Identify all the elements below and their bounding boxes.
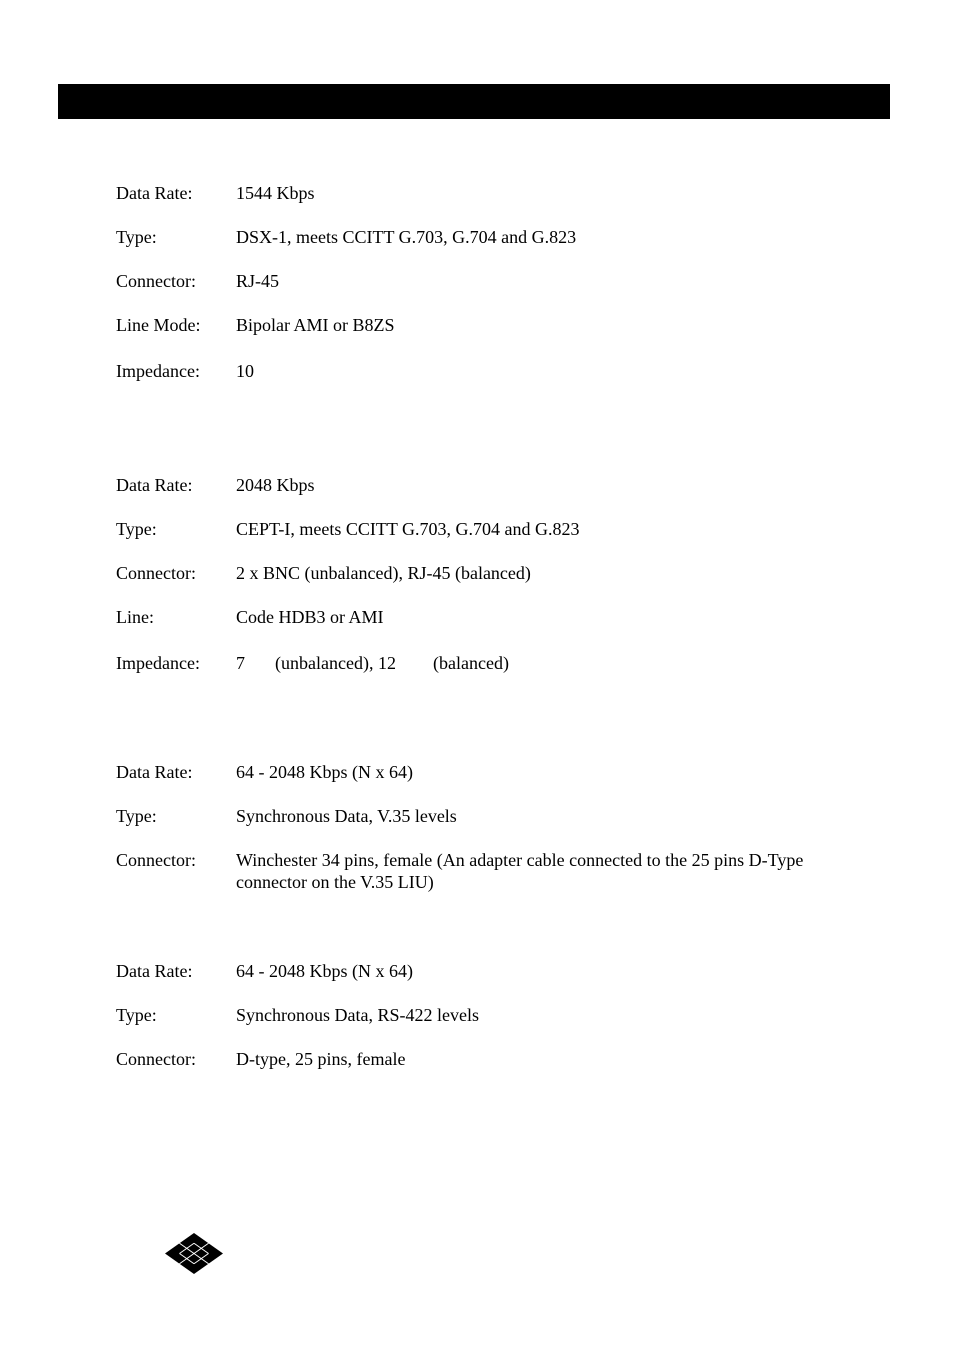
spec-value: Synchronous Data, RS-422 levels <box>236 1005 479 1025</box>
spec-label: Connector: <box>116 1049 196 1069</box>
spec-value: RJ-45 <box>236 271 280 291</box>
spec-label: Impedance: <box>116 653 200 673</box>
spec-label: Connector: <box>116 271 196 291</box>
spec-label: Connector: <box>116 850 196 870</box>
spec-label: Data Rate: <box>116 961 193 981</box>
spec-label: Data Rate: <box>116 183 193 203</box>
spec-value: Winchester 34 pins, female (An adapter cable connected to the 25 pins D-Type connector on the V.35 LIU) <box>236 850 804 892</box>
spec-value: 64 - 2048 Kbps (N x 64) <box>236 961 413 981</box>
spec-label: Line: <box>116 607 154 627</box>
header-bar <box>58 84 890 119</box>
spec-value: 1544 Kbps <box>236 183 315 203</box>
spec-value: 64 - 2048 Kbps (N x 64) <box>236 762 413 782</box>
spec-value: 2048 Kbps <box>236 475 315 495</box>
spec-value: CEPT-I, meets CCITT G.703, G.704 and G.823 <box>236 519 580 539</box>
spec-value: Bipolar AMI or B8ZS <box>236 315 395 335</box>
black-box-diamond-logo <box>165 1233 223 1274</box>
spec-label: Data Rate: <box>116 475 193 495</box>
spec-value: DSX-1, meets CCITT G.703, G.704 and G.823 <box>236 227 577 247</box>
impedance-unbalanced-label: (unbalanced), 12 <box>275 653 396 673</box>
spec-label: Type: <box>116 519 157 539</box>
impedance-balanced-label: (balanced) <box>433 653 509 673</box>
impedance-unbalanced-value: 7 <box>236 653 245 673</box>
spec-value: Synchronous Data, V.35 levels <box>236 806 457 826</box>
spec-value: 10 <box>236 361 254 381</box>
spec-label: Type: <box>116 806 157 826</box>
spec-label: Impedance: <box>116 361 200 381</box>
spec-value: Code HDB3 or AMI <box>236 607 384 627</box>
spec-label: Data Rate: <box>116 762 193 782</box>
spec-label: Connector: <box>116 563 196 583</box>
spec-value: 2 x BNC (unbalanced), RJ-45 (balanced) <box>236 563 531 583</box>
spec-value: D-type, 25 pins, female <box>236 1049 406 1069</box>
spec-label: Type: <box>116 227 157 247</box>
spec-label: Line Mode: <box>116 315 201 335</box>
spec-label: Type: <box>116 1005 157 1025</box>
